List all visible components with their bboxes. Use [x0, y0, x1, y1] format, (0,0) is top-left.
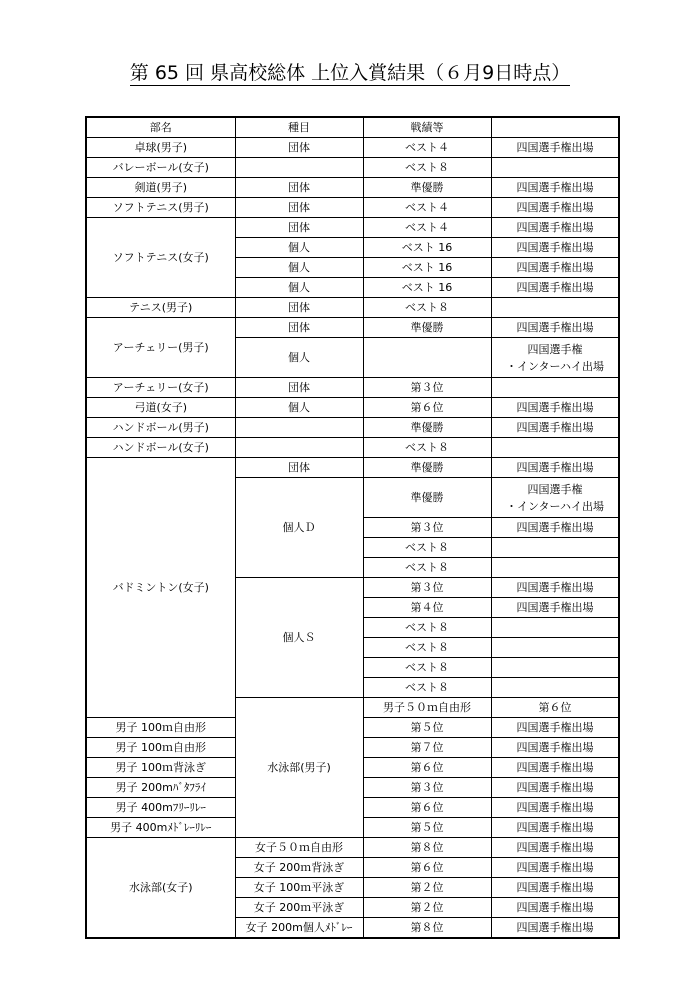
event-cell — [235, 438, 363, 458]
note-cell: 四国選手権出場 — [491, 258, 619, 278]
event-cell: 団体 — [235, 178, 363, 198]
table-row — [86, 198, 619, 218]
note-cell: 四国選手権出場 — [491, 858, 619, 878]
event-cell: 男子５０ｍ自由形 — [363, 698, 491, 718]
event-cell: 個人 — [235, 278, 363, 298]
event-cell: 女子 100ｍ平泳ぎ — [235, 878, 363, 898]
table-row — [86, 218, 619, 238]
club-cell: バドミントン(女子) — [86, 458, 235, 718]
event-cell — [235, 418, 363, 438]
result-cell: ベスト４ — [363, 138, 491, 158]
result-cell: ベスト４ — [363, 198, 491, 218]
event-cell: 女子５０ｍ自由形 — [235, 838, 363, 858]
note-cell: 四国選手権出場 — [491, 598, 619, 618]
event-cell: 男子 400mﾒﾄﾞﾚｰﾘﾚｰ — [86, 818, 235, 838]
event-cell: 団体 — [235, 218, 363, 238]
result-cell: ベスト８ — [363, 638, 491, 658]
note-cell — [491, 298, 619, 318]
note-cell — [491, 538, 619, 558]
club-cell: テニス(男子) — [86, 298, 235, 318]
result-cell: ベスト８ — [363, 158, 491, 178]
club-cell: ソフトテニス(女子) — [86, 218, 235, 298]
club-cell: 弓道(女子) — [86, 398, 235, 418]
event-cell: 男子 100ｍ自由形 — [86, 738, 235, 758]
club-cell: バレーボール(女子) — [86, 158, 235, 178]
page-title — [0, 60, 700, 86]
note-cell: 四国選手権出場 — [491, 138, 619, 158]
club-cell: アーチェリー(男子) — [86, 318, 235, 378]
club-cell: 剣道(男子) — [86, 178, 235, 198]
result-cell: ベスト８ — [363, 298, 491, 318]
result-cell: 第６位 — [363, 398, 491, 418]
result-cell: ベスト８ — [363, 538, 491, 558]
result-cell: ベスト８ — [363, 618, 491, 638]
note-cell: 四国選手権出場 — [491, 398, 619, 418]
result-cell: ベスト８ — [363, 658, 491, 678]
event-cell: 個人 — [235, 258, 363, 278]
note-cell: 四国選手権出場 — [491, 718, 619, 738]
event-cell: 女子 200m個人ﾒﾄﾞﾚｰ — [235, 918, 363, 939]
club-cell: アーチェリー(女子) — [86, 378, 235, 398]
note-cell — [491, 438, 619, 458]
event-cell: 団体 — [235, 198, 363, 218]
event-cell: 個人 — [235, 338, 363, 378]
note-cell: 四国選手権出場 — [491, 758, 619, 778]
table-row — [86, 378, 619, 398]
note-cell: 四国選手権出場 — [491, 218, 619, 238]
header-result: 戦績等 — [363, 117, 491, 138]
event-cell: 団体 — [235, 318, 363, 338]
club-cell: ソフトテニス(男子) — [86, 198, 235, 218]
result-cell: ベスト８ — [363, 438, 491, 458]
note-cell: 四国選手権出場 — [491, 898, 619, 918]
event-cell: 団体 — [235, 458, 363, 478]
event-cell: 女子 200ｍ背泳ぎ — [235, 858, 363, 878]
result-cell: ベスト 16 — [363, 238, 491, 258]
note-cell: 四国選手権出場 — [491, 318, 619, 338]
result-cell: 準優勝 — [363, 478, 491, 518]
club-cell: ハンドボール(女子) — [86, 438, 235, 458]
result-cell: ベスト 16 — [363, 258, 491, 278]
note-cell — [491, 558, 619, 578]
event-cell: 女子 200ｍ平泳ぎ — [235, 898, 363, 918]
event-cell: 男子 400mﾌﾘｰﾘﾚｰ — [86, 798, 235, 818]
event-cell: 男子 200mﾊﾞﾀﾌﾗｲ — [86, 778, 235, 798]
club-cell: 卓球(男子) — [86, 138, 235, 158]
note-cell: 四国選手権出場 — [491, 918, 619, 939]
event-cell: 団体 — [235, 378, 363, 398]
header-note — [491, 117, 619, 138]
header-club: 部名 — [86, 117, 235, 138]
table-row — [86, 398, 619, 418]
result-cell: 準優勝 — [363, 318, 491, 338]
result-cell — [363, 338, 491, 378]
result-cell: 第３位 — [363, 378, 491, 398]
note-cell: 四国選手権出場 — [491, 878, 619, 898]
event-cell: 個人Ｄ — [235, 478, 363, 578]
header-event: 種目 — [235, 117, 363, 138]
note-line: 四国選手権 — [527, 482, 583, 496]
result-cell: 第５位 — [363, 818, 491, 838]
result-cell: 準優勝 — [363, 458, 491, 478]
note-cell: 四国選手権出場 — [491, 818, 619, 838]
note-cell: 四国選手権出場 — [491, 518, 619, 538]
result-cell: 第２位 — [363, 898, 491, 918]
table-row — [86, 158, 619, 178]
club-cell: 水泳部(男子) — [235, 698, 363, 838]
club-cell: 水泳部(女子) — [86, 838, 235, 939]
result-cell: 第７位 — [363, 738, 491, 758]
table-row — [86, 458, 619, 478]
note-cell: 四国選手権出場 — [491, 198, 619, 218]
result-cell: 第３位 — [363, 578, 491, 598]
note-line: 四国選手権 — [527, 342, 583, 356]
event-cell — [235, 158, 363, 178]
table-row — [86, 298, 619, 318]
result-cell: 準優勝 — [363, 418, 491, 438]
result-cell: ベスト８ — [363, 678, 491, 698]
table-row — [86, 418, 619, 438]
note-cell — [491, 658, 619, 678]
result-cell: 第６位 — [491, 698, 619, 718]
result-cell: ベスト 16 — [363, 278, 491, 298]
note-cell: 四国選手権出場 — [491, 458, 619, 478]
result-cell: 第６位 — [363, 858, 491, 878]
result-cell: ベスト８ — [363, 558, 491, 578]
result-cell: 第６位 — [363, 798, 491, 818]
event-cell: 個人Ｓ — [235, 578, 363, 698]
event-cell: 個人 — [235, 398, 363, 418]
table-row — [86, 838, 619, 858]
event-cell: 個人 — [235, 238, 363, 258]
note-cell: 四国選手権出場 — [491, 178, 619, 198]
result-cell: 第５位 — [363, 718, 491, 738]
note-cell: 四国選手権出場 — [491, 798, 619, 818]
result-cell: 第４位 — [363, 598, 491, 618]
header-row — [86, 117, 619, 138]
event-cell: 団体 — [235, 298, 363, 318]
event-cell: 男子 100ｍ自由形 — [86, 718, 235, 738]
result-cell: 第８位 — [363, 918, 491, 939]
note-cell: 四国選手権出場 — [491, 278, 619, 298]
note-cell — [491, 378, 619, 398]
note-line: ・インターハイ出場 — [505, 499, 604, 513]
result-cell: 第３位 — [363, 778, 491, 798]
club-cell: ハンドボール(男子) — [86, 418, 235, 438]
note-cell: 四国選手権出場 — [491, 838, 619, 858]
note-cell — [491, 478, 619, 518]
result-cell: ベスト４ — [363, 218, 491, 238]
results-table — [85, 116, 620, 939]
note-line: ・インターハイ出場 — [505, 359, 604, 373]
table-row — [86, 178, 619, 198]
note-cell: 四国選手権出場 — [491, 238, 619, 258]
note-cell — [491, 618, 619, 638]
title-text: 第 65 回 県高校総体 上位入賞結果（６月9日時点） — [129, 62, 571, 84]
table-row — [86, 438, 619, 458]
result-cell: 第３位 — [363, 518, 491, 538]
note-cell — [491, 638, 619, 658]
table-row — [86, 318, 619, 338]
note-cell — [491, 158, 619, 178]
note-cell — [491, 338, 619, 378]
note-cell: 四国選手権出場 — [491, 578, 619, 598]
result-cell: 第２位 — [363, 878, 491, 898]
note-cell — [491, 678, 619, 698]
event-cell: 男子 100ｍ背泳ぎ — [86, 758, 235, 778]
note-cell: 四国選手権出場 — [491, 738, 619, 758]
result-cell: 第８位 — [363, 838, 491, 858]
result-cell: 準優勝 — [363, 178, 491, 198]
note-cell: 四国選手権出場 — [491, 418, 619, 438]
event-cell: 団体 — [235, 138, 363, 158]
result-cell: 第６位 — [363, 758, 491, 778]
note-cell: 四国選手権出場 — [491, 778, 619, 798]
table-row — [86, 138, 619, 158]
